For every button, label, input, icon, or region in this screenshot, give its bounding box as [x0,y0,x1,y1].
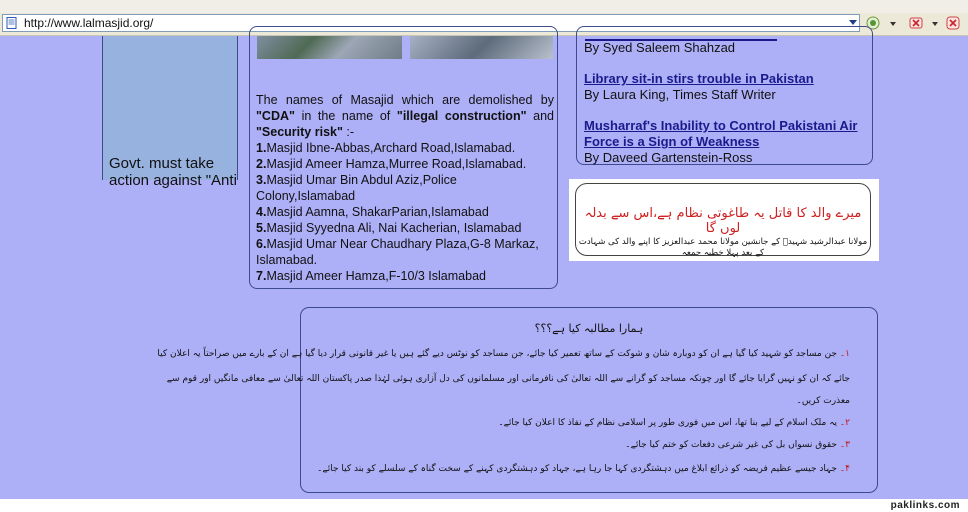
browser-top-strip [0,0,968,14]
demand-line: جائے کہ ان کو نہیں گرایا جائے گا اور چونکہ مساجد کو گرانے سے اللہ تعالیٰ کی نافرمانی اور مسلمانوں کی دل آزاری ہوئی لہٰذا صدر پاکستان اللہ تعالیٰ سے معافی مانگیں اور قوم سے [166,374,850,384]
masjid-item: 7.Masjid Ameer Hamza,F-10/3 Islamabad [256,269,486,283]
urdu-banner-title: میرے والد کا قاتل یہ طاغوتی نظام ہے،اس سے بدلہ لوں گا [584,206,862,236]
masjid-item: 6.Masjid Umar Near Chaudhary Plaza,G-8 Markaz, Islamabad. [256,237,539,267]
urdu-banner[interactable] [569,179,879,261]
demand-line: ۱۔ جن مساجد کو شہید کیا گیا ہے ان کو دوبارہ شان و شوکت کے ساتھ تعمیر کیا جائے، جن مساجد کو نوٹس دیے گئے ہیں یا غیر قانونی قرار دیا گیا ہے ان کے بارے میں صراحتاً یہ اعلان کیا [157,349,850,359]
article-item [584,40,872,56]
masjid-item: 4.Masjid Aamna, ShakarParian,Islamabad [256,205,489,219]
footer-strip [0,499,968,512]
close-icon[interactable] [946,16,960,30]
masjid-list-intro: The names of Masajid which are demolished by "CDA" in the name of "illegal construction" and "Security risk" :- [256,93,554,139]
stop-icon[interactable] [909,16,923,30]
article-byline: By Laura King, Times Staff Writer [584,87,776,102]
masjid-item: 3.Masjid Umar Bin Abdul Aziz,Police Colony,Islamabad [256,173,457,203]
footer-watermark: paklinks.com [890,500,960,511]
url-text[interactable]: http://www.lalmasjid.org/ [24,16,154,30]
demands-title: ہمارا مطالبہ کیا ہے؟؟؟ [534,322,644,335]
demand-line: ۳۔ حقوق نسواں بل کی غیر شرعی دفعات کو ختم کیا جائے۔ [625,440,850,450]
go-dropdown-arrow-icon[interactable] [890,22,896,26]
masjid-item: 1.Masjid Ibne-Abbas,Archard Road,Islamabad. [256,141,516,155]
left-column-box [102,36,238,189]
page-icon [6,17,18,29]
page-content [0,36,968,499]
address-dropdown-arrow-icon[interactable] [849,20,857,25]
article-item [584,118,872,166]
article-link[interactable]: Musharraf's Inability to Control Pakistani Air Force is a Sign of Weakness [584,118,858,149]
stop-dropdown-arrow-icon[interactable] [932,22,938,26]
masjid-list [256,92,554,284]
masjid-item: 2.Masjid Ameer Hamza,Murree Road,Islamabad. [256,157,527,171]
demand-line: ۲۔ یہ ملک اسلام کے لیے بنا تھا، اس میں فوری طور پر اسلامی نظام کے نفاذ کا اعلان کیا جائے۔ [498,418,850,428]
article-link[interactable]: Library sit-in stirs trouble in Pakistan [584,71,814,86]
demand-line: ۴۔ جہاد جیسے عظیم فریضہ کو ذرائع ابلاغ میں دہشتگردی کہا جا رہا ہے، جہاد کو دہشتگردی کہنے کے سخت گناہ کے سلسلے کو بند کیا جائے۔ [317,464,850,474]
article-item [584,71,872,103]
urdu-banner-frame [575,183,871,256]
urdu-banner-subtitle: مولانا عبدالرشید شہیدؒ کے جانشین مولانا محمد عبدالعزیز کا اپنے والد کی شہادت کے بعد پہلا خطبہ جمعہ [578,237,868,258]
masjid-photo-2 [410,36,553,59]
article-byline: By Daveed Gartenstein-Ross [584,150,753,165]
article-byline: By Syed Saleem Shahzad [584,40,736,55]
masjid-photo-1 [257,36,402,59]
left-column-text: Govt. must take action against "Anti [109,155,237,189]
masjid-item: 5.Masjid Syyedna Ali, Nai Kacherian, Islamabad [256,221,522,235]
articles-list [584,40,872,166]
demand-line: معذرت کریں۔ [796,396,850,406]
